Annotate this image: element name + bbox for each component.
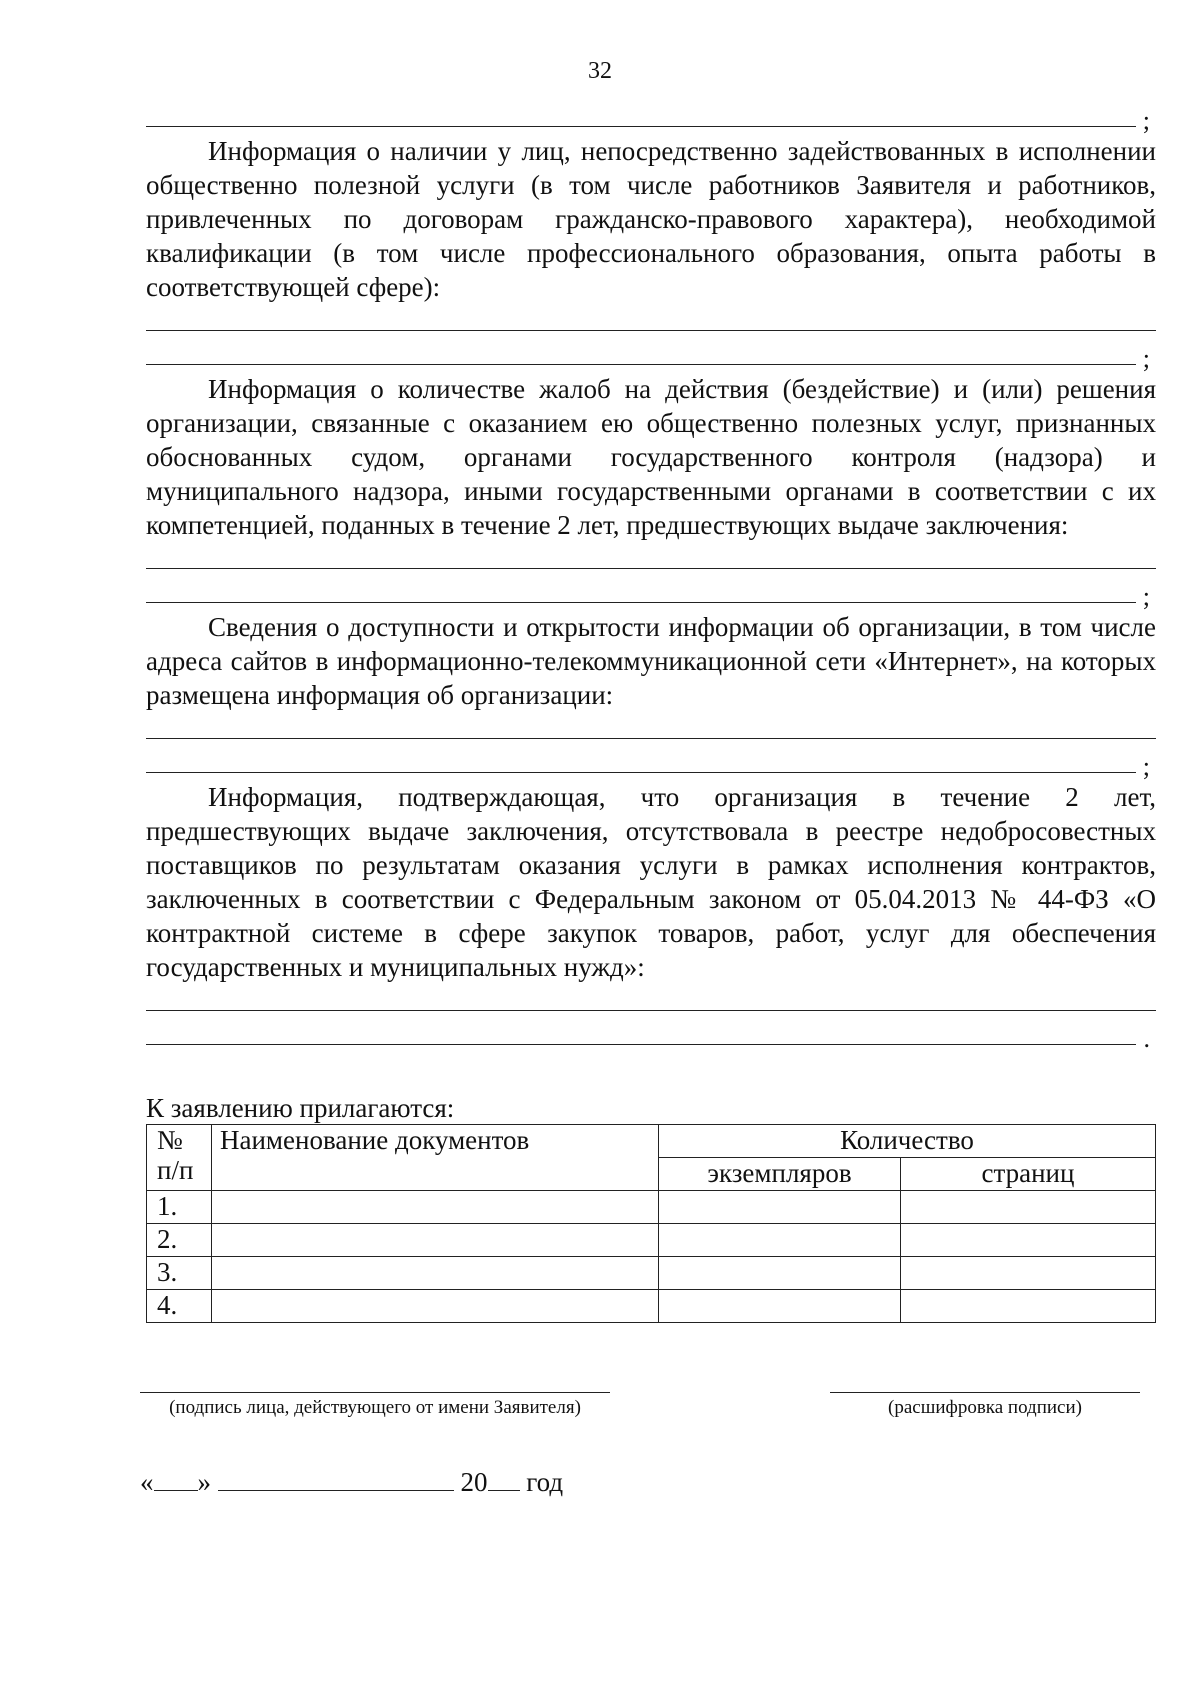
copies-cell[interactable] [659,1257,901,1290]
row-number: 3. [147,1257,212,1290]
month-blank[interactable] [218,1468,454,1491]
copies-cell[interactable] [659,1290,901,1323]
blank-line[interactable] [146,542,1156,576]
signature-caption: (подпись лица, действующего от имени Заявителя) [169,1397,581,1418]
pages-cell[interactable] [901,1191,1156,1224]
header-pages: страниц [901,1158,1156,1191]
signature-field[interactable] [140,1392,610,1419]
blank-line[interactable] [146,304,1156,338]
pages-cell[interactable] [901,1290,1156,1323]
date-open-quote: « [140,1467,154,1497]
header-copies: экземпляров [659,1158,901,1191]
date-line [140,1465,563,1499]
pages-cell[interactable] [901,1257,1156,1290]
attachments-label: К заявлению прилагаются: [146,1093,455,1123]
table-row [147,1257,1156,1290]
signature-block [140,1392,1160,1452]
paragraph-complaints: Информация о количестве жалоб на действия (бездействие) и (или) решения организации, связанные с оказанием ею общественно полезных услуг, признанных обоснованных судом, органами государственного контроля (надзора) и муниципального надзора, иными государственными органами в соответствии с их компетенцией, поданных в течение 2 лет, предшествующих выдаче заключения: [146,374,1156,540]
table-row [147,1290,1156,1323]
blank-line[interactable]: ; [146,100,1156,134]
day-blank[interactable] [154,1468,198,1491]
blank-line[interactable]: ; [146,576,1156,610]
attachments-table [146,1124,1156,1323]
document-name-cell[interactable] [212,1290,659,1323]
row-number: 1. [147,1191,212,1224]
page-number: 32 [588,58,612,84]
signature-decoding-caption: (расшифровка подписи) [888,1397,1082,1418]
year-prefix: 20 [460,1467,488,1497]
document-name-cell[interactable] [212,1257,659,1290]
form-body [146,100,1156,1323]
header-name: Наименование документов [212,1125,659,1191]
blank-line[interactable] [146,984,1156,1018]
copies-cell[interactable] [659,1191,901,1224]
blank-line[interactable] [146,712,1156,746]
table-row [147,1191,1156,1224]
paragraph-openness: Сведения о доступности и открытости информации об организации, в том числе адреса сайтов в информационно-телекоммуникационной сети «Интернет», на которых размещена информация об организации: [146,612,1156,710]
signature-decoding-field[interactable] [830,1392,1140,1419]
document-name-cell[interactable] [212,1191,659,1224]
header-quantity: Количество [659,1125,1156,1158]
paragraph-qualification: Информация о наличии у лиц, непосредственно задействованных в исполнении общественно полезной услуги (в том числе работников Заявителя и работников, привлеченных по договорам гражданско-правового характера), необходимой квалификации (в том числе профессионального образования, опыта работы в соответствующей сфере): [146,136,1156,302]
paragraph-registry: Информация, подтверждающая, что организация в течение 2 лет, предшествующих выдаче заключения, отсутствовала в реестре недобросовестных поставщиков по результатам оказания услуги в рамках исполнения контрактов, заключенных в соответствии с Федеральным законом от 05.04.2013 № 44-ФЗ «О контрактной системе в сфере закупок товаров, работ, услуг для обеспечения государственных и муниципальных нужд»: [146,782,1156,982]
blank-line[interactable]: . [146,1018,1156,1052]
copies-cell[interactable] [659,1224,901,1257]
blank-line[interactable]: ; [146,746,1156,780]
row-number: 4. [147,1290,212,1323]
header-num: № п/п [147,1125,212,1191]
pages-cell[interactable] [901,1224,1156,1257]
row-number: 2. [147,1224,212,1257]
year-suffix: год [526,1467,564,1497]
date-close-quote: » [197,1467,211,1497]
year-blank[interactable] [488,1468,520,1491]
document-name-cell[interactable] [212,1224,659,1257]
table-row [147,1224,1156,1257]
blank-line[interactable]: ; [146,338,1156,372]
